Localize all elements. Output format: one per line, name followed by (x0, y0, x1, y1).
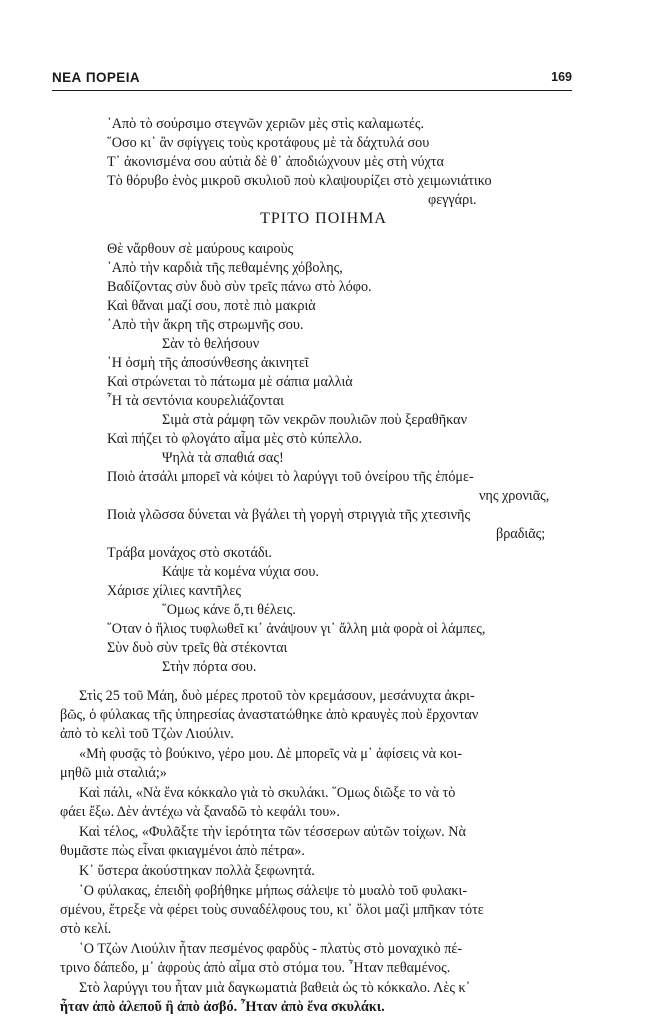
poem-line: Τράβα μονάχος στὸ σκοτάδι. (107, 545, 272, 561)
prose-line: βῶς, ὁ φύλακας τῆς ὑπηρεσίας ἀναστατώθηκε ἀπὸ κραυγὲς ποὺ ἔρχονταν (60, 707, 479, 723)
poem-line: ῏Η τὰ σεντόνια κουρελιάζονται (107, 393, 284, 409)
poem-line: Σὺν δυὸ σὺν τρεῖς θὰ στέκονται (107, 640, 288, 656)
prose-line: μηθῶ μιὰ σταλιά;» (60, 765, 167, 781)
poem-line: ᾿Απὸ τὸ σούρσιμο στεγνῶν χεριῶν μὲς στὶς καλαμωτές. (107, 116, 425, 132)
prose-line: φάει ἔξω. Δὲν ἀντέχω νὰ ξαναδῶ τὸ κεφάλι του». (60, 804, 340, 820)
poem-line: Σιμὰ στὰ ράμφη τῶν νεκρῶν πουλιῶν ποὺ ξεραθῆκαν (162, 412, 467, 428)
poem-line: Σὰν τὸ θελήσουν (162, 336, 260, 352)
prose-line: ῾Ο Τζὼν Λιούλιν ἦταν πεσμένος φαρδὺς - πλατὺς στὸ μοναχικὸ πέ- (79, 941, 463, 957)
poem-line: ῞Οταν ὁ ἥλιος τυφλωθεῖ κι᾿ ἀνάψουν γι᾿ ἄλλη μιὰ φορὰ οἱ λάμπες, (107, 621, 486, 637)
poem-title: ΤΡΙΤΟ ΠΟΙΗΜΑ (260, 210, 387, 227)
page-number: 169 (551, 70, 572, 84)
poem-line: ῞Ομως κάνε ὅ,τι θέλεις. (162, 602, 296, 618)
poem-line: Καὶ θἄναι μαζί σου, ποτὲ πιὸ μακριὰ (107, 298, 316, 314)
poem-line: Θὲ νἄρθουν σὲ μαύρους καιροὺς (107, 241, 294, 257)
poem-line: ῾Η ὀσμὴ τῆς ἀποσύνθεσης ἀκινητεῖ (107, 355, 309, 371)
prose-line: ῾Ο φύλακας, ἐπειδὴ φοβήθηκε μήπως σάλεψε τὸ μυαλὸ τοῦ φυλακι- (79, 883, 468, 899)
poem-line: Ποιὸ ἀτσάλι μπορεῖ νὰ κόψει τὸ λαρύγγι τοῦ ὀνείρου τῆς ἑπόμε- (107, 469, 474, 485)
poem-line: Βαδίζοντας σὺν δυὸ σὺν τρεῖς πάνω στὸ λόφο. (107, 279, 372, 295)
prose-line: Στὸ λαρύγγι του ἦταν μιὰ δαγκωματιὰ βαθειὰ ὡς τὸ κόκκαλο. Λὲς κ᾿ (79, 980, 471, 996)
prose-line: ἀπὸ τὸ κελὶ τοῦ Τζὼν Λιούλιν. (60, 726, 234, 742)
poem-line: νης χρονιᾶς, (479, 488, 550, 504)
prose-line: τρινο δάπεδο, μ᾿ ἀφροὺς ἀπὸ αἷμα στὸ στόμα του. ῏Ηταν πεθαμένος. (60, 960, 451, 976)
prose-line: σμένου, ἔτρεξε νὰ φέρει τοὺς συναδέλφους του, κι᾿ ὅλοι μαζὶ μπῆκαν τότε (60, 902, 484, 918)
poem-line: Τὸ θόρυβο ἑνὸς μικροῦ σκυλιοῦ ποὺ κλαψουρίζει στὸ χειμωνιάτικο (107, 173, 492, 189)
poem-line: Στὴν πόρτα σου. (162, 659, 257, 675)
poem-line: Ψηλὰ τὰ σπαθιά σας! (162, 450, 284, 466)
journal-title: ΝΕΑ ΠΟΡΕΙΑ (52, 70, 141, 85)
poem-line: Καὶ στρώνεται τὸ πάτωμα μὲ σάπια μαλλιὰ (107, 374, 353, 390)
prose-line: Στὶς 25 τοῦ Μάη, δυὸ μέρες προτοῦ τὸν κρεμάσουν, μεσάνυχτα ἀκρι- (79, 688, 475, 704)
poem-line: Τ᾿ ἀκονισμένα σου αὐτιὰ δὲ θ᾿ ἀποδιώχνουν μὲς στὴ νύχτα (107, 154, 444, 170)
poem-line: Χάρισε χίλιες καντῆλες (107, 583, 241, 599)
poem-line: Καὶ πήζει τὸ φλογάτο αἷμα μὲς στὸ κύπελλο. (107, 431, 363, 447)
prose-line: «Μὴ φυσᾷς τὸ βούκινο, γέρο μου. Δὲ μπορεῖς νὰ μ᾿ ἀφίσεις νὰ κοι- (79, 746, 463, 762)
prose-line: Καὶ πάλι, «Νὰ ἕνα κόκκαλο γιὰ τὸ σκυλάκι. ῞Ομως διῶξε το νὰ τὸ (79, 785, 456, 801)
prose-line: στὸ κελί. (60, 921, 112, 937)
poem-line: ῞Οσο κι᾿ ἂν σφίγγεις τοὺς κροτάφους μὲ τὰ δάχτυλά σου (107, 135, 430, 151)
poem-line: Ποιὰ γλῶσσα δύνεται νὰ βγάλει τὴ γοργὴ στριγγιὰ τῆς χτεσινῆς (107, 507, 471, 523)
poem-line: ᾿Απὸ τὴν ἄκρη τῆς στρωμνῆς σου. (107, 317, 304, 333)
prose-line: ἦταν ἀπὸ ἀλεποῦ ἢ ἀπὸ ἀσβό. ῏Ηταν ἀπὸ ἕνα σκυλάκι. (60, 999, 385, 1015)
poem-line: ᾿Απὸ τὴν καρδιὰ τῆς πεθαμένης χόβολης, (107, 260, 343, 276)
poem-line: φεγγάρι. (428, 192, 477, 208)
prose-line: Καὶ τέλος, «Φυλᾶξτε τὴν ἱερότητα τῶν τέσσερων αὐτῶν τοίχων. Νὰ (79, 824, 466, 840)
prose-line: θυμᾶστε πὼς εἶναι φκιαγμένοι ἀπὸ πέτρα». (60, 843, 305, 859)
poem-line: βραδιᾶς; (496, 526, 546, 542)
poem-line: Κάψε τὰ κομένα νύχια σου. (162, 564, 319, 580)
prose-line: Κ᾿ ὕστερα ἀκούστηκαν πολλὰ ξεφωνητά. (79, 863, 315, 879)
running-header (52, 70, 572, 91)
